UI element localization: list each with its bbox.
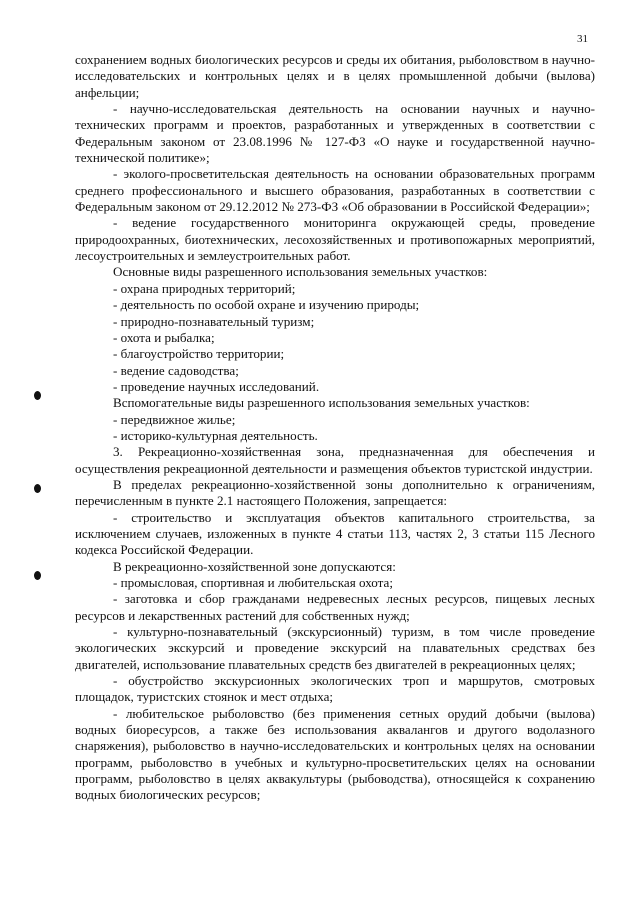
list-item: - передвижное жилье; <box>113 411 236 427</box>
list-item: - охрана природных территорий; <box>113 280 296 296</box>
list-item: - историко-культурная деятельность. <box>113 427 318 443</box>
list-item: - проведение научных исследований. <box>113 378 320 394</box>
list-item: - промысловая, спортивная и любительская охота; <box>113 575 393 590</box>
paragraph: - обустройство экскурсионных экологических троп и маршрутов, смотровых площадок, туристских стоянок и мест отдыха; <box>75 673 595 705</box>
paragraph: - научно-исследовательская деятельность на основании научных и научно-технических программ и проектов, разработанных и утвержденных в соответствии с Федеральным законом от 23.08.1996 № 127-ФЗ «О науке и государственной научно-технической политике»; <box>75 101 595 166</box>
document-body <box>75 52 595 804</box>
list-item: - природно-познавательный туризм; <box>113 313 315 329</box>
paragraph: В пределах рекреационно-хозяйственной зоны дополнительно к ограничениям, перечисленным в пункте 2.1 настоящего Положения, запрещается: <box>75 476 595 509</box>
paragraph: 3. Рекреационно-хозяйственная зона, предназначенная для обеспечения и осуществления рекреационной деятельности и размещения объектов туристской индустрии. <box>75 444 595 476</box>
paragraph: В рекреационно-хозяйственной зоне допускаются: <box>113 558 396 574</box>
paragraph: - ведение государственного мониторинга окружающей среды, проведение природоохранных, биотехнических, лесохозяйственных и противопожарных мероприятий, лесоустроительных и землеустроительных работ. <box>75 215 595 264</box>
list-item: - охота и рыбалка; <box>113 329 215 345</box>
paragraph: Вспомогательные виды разрешенного использования земельных участков: <box>113 395 530 411</box>
list-item: - благоустройство территории; <box>113 346 285 362</box>
punch-hole-mark <box>34 571 41 580</box>
paragraph: - культурно-познавательный (экскурсионный) туризм, в том числе проведение экологических экскурсий и проведение экскурсий на плавательных средствах без двигателей, использование плавательных средств без двигателей в рекреационных целях; <box>75 624 595 672</box>
punch-hole-mark <box>34 391 41 400</box>
paragraph: - заготовка и сбор гражданами недревесных лесных ресурсов, пищевых лесных ресурсов и лекарственных растений для собственных нужд; <box>75 591 595 623</box>
paragraph: - любительское рыболовство (без применения сетных орудий добычи (вылова) водных биоресурсов, а также без использования аквалангов и другого водолазного снаряжения), рыболовство в научно-исследовательских и контрольных целях на основании программ, рыболовство в учебных и культурно-просветительских целях на основании программ, рыболовство в целях аквакультуры (рыбоводства), относящейся к сохранению водных биологических ресурсов; <box>75 705 595 803</box>
paragraph: - эколого-просветительская деятельность на основании образовательных программ среднего профессионального и высшего образования, разработанных в соответствии с Федеральным законом от 29.12.2012 № 273-ФЗ «Об образовании в Российской Федерации»; <box>75 166 595 215</box>
list-item: - ведение садоводства; <box>113 362 239 378</box>
list-item: - деятельность по особой охране и изучению природы; <box>113 297 420 313</box>
paragraph: сохранением водных биологических ресурсов и среды их обитания, рыболовством в научно-исследовательских и контрольных целях и в целях промышленной добычи (вылова) анфельции; <box>75 52 595 100</box>
punch-hole-mark <box>34 484 41 493</box>
paragraph: Основные виды разрешенного использования земельных участков: <box>113 264 488 280</box>
page-number: 31 <box>577 33 588 45</box>
paragraph: - строительство и эксплуатация объектов капитального строительства, за исключением случаев, изложенных в пункте 4 статьи 113, частях 2, 3 статьи 115 Лесного кодекса Российской Федерации. <box>75 509 595 558</box>
